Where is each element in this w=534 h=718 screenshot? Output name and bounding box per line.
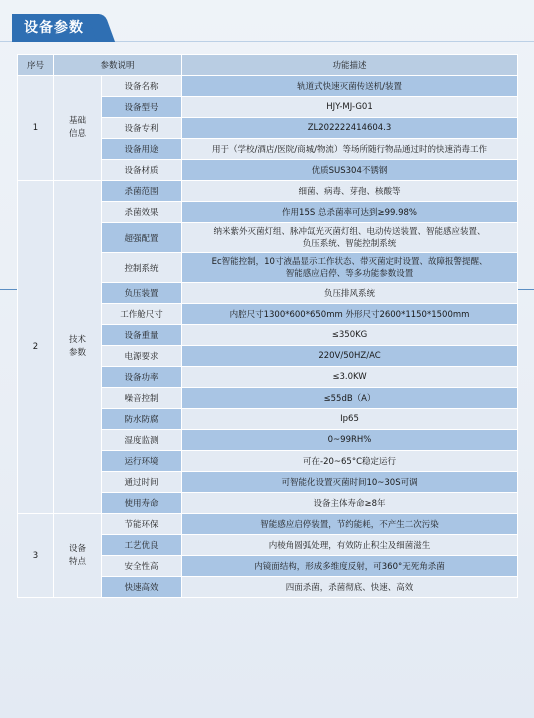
header-idx: 序号 [18, 55, 54, 76]
group-category [54, 181, 102, 514]
param-description: 智能感应启停装置，节约能耗，不产生二次污染 [182, 514, 518, 535]
param-name: 设备材质 [102, 160, 182, 181]
header-param: 参数说明 [54, 55, 182, 76]
param-name: 设备重量 [102, 325, 182, 346]
param-name: 超强配置 [102, 223, 182, 253]
table-header-row [18, 55, 518, 76]
group-category [54, 514, 102, 598]
param-description: 可在-20~65°C稳定运行 [182, 451, 518, 472]
parameter-table [17, 54, 518, 598]
param-description: 可智能化设置灭菌时间10~30S可调 [182, 472, 518, 493]
param-description: ZL202222414604.3 [182, 118, 518, 139]
param-description: ≤55dB（A） [182, 388, 518, 409]
param-name: 设备名称 [102, 76, 182, 97]
group-index: 3 [18, 514, 54, 598]
param-description: 优质SUS304不锈钢 [182, 160, 518, 181]
param-description: 设备主体寿命≥8年 [182, 493, 518, 514]
param-description: 用于（学校/酒店/医院/商城/物流）等场所随行物品通过时的快速消毒工作 [182, 139, 518, 160]
param-name: 通过时间 [102, 472, 182, 493]
param-name: 设备用途 [102, 139, 182, 160]
table-row [18, 181, 518, 202]
group-category [54, 76, 102, 181]
param-description: 负压排风系统 [182, 283, 518, 304]
param-name: 控制系统 [102, 253, 182, 283]
param-name: 设备专利 [102, 118, 182, 139]
group-index: 2 [18, 181, 54, 514]
param-description: 细菌、病毒、芽孢、核酸等 [182, 181, 518, 202]
param-description: 0~99RH% [182, 430, 518, 451]
section-title: 设备参数 [12, 14, 102, 42]
param-name: 设备型号 [102, 97, 182, 118]
param-name: 防水防腐 [102, 409, 182, 430]
group-category-label: 基础信息 [68, 116, 86, 139]
param-name: 电源要求 [102, 346, 182, 367]
param-description: Ec智能控制，10寸液晶显示工作状态、带灭菌定时设置、故障报警提醒、智能感应启停、等多功能参数设置 [182, 253, 518, 283]
param-description: 轨道式快速灭菌传送机/装置 [182, 76, 518, 97]
param-name: 工艺优良 [102, 535, 182, 556]
param-name: 湿度监测 [102, 430, 182, 451]
param-name: 使用寿命 [102, 493, 182, 514]
param-description: HJY-MJ-G01 [182, 97, 518, 118]
param-description: 内腔尺寸1300*600*650mm 外形尺寸2600*1150*1500mm [182, 304, 518, 325]
param-name: 安全性高 [102, 556, 182, 577]
param-name: 杀菌效果 [102, 202, 182, 223]
group-index: 1 [18, 76, 54, 181]
param-name: 快速高效 [102, 577, 182, 598]
param-description: ≤350KG [182, 325, 518, 346]
header-func: 功能描述 [182, 55, 518, 76]
group-category-label: 设备特点 [68, 543, 86, 567]
param-name: 负压装置 [102, 283, 182, 304]
param-name: 节能环保 [102, 514, 182, 535]
param-description: 220V/50HZ/AC [182, 346, 518, 367]
param-description: 内棱角圆弧处理，有效防止积尘及细菌滋生 [182, 535, 518, 556]
param-description: 作用15S 总杀菌率可达到≥99.98% [182, 202, 518, 223]
param-name: 噪音控制 [102, 388, 182, 409]
param-description: ≤3.0KW [182, 367, 518, 388]
param-description: 四面杀菌，杀菌彻底、快速、高效 [182, 577, 518, 598]
param-name: 运行环境 [102, 451, 182, 472]
param-description: 内镜面结构，形成多维度反射，可360°无死角杀菌 [182, 556, 518, 577]
param-description: 纳米紫外灭菌灯组、脉冲氙光灭菌灯组、电动传送装置、智能感应装置、负压系统、智能控制系统 [182, 223, 518, 253]
section-header [0, 14, 534, 42]
table-row [18, 514, 518, 535]
param-name: 设备功率 [102, 367, 182, 388]
table-row [18, 76, 518, 97]
param-name: 工作舱尺寸 [102, 304, 182, 325]
group-category-label: 技术参数 [68, 335, 86, 358]
param-description: Ip65 [182, 409, 518, 430]
param-name: 杀菌范围 [102, 181, 182, 202]
